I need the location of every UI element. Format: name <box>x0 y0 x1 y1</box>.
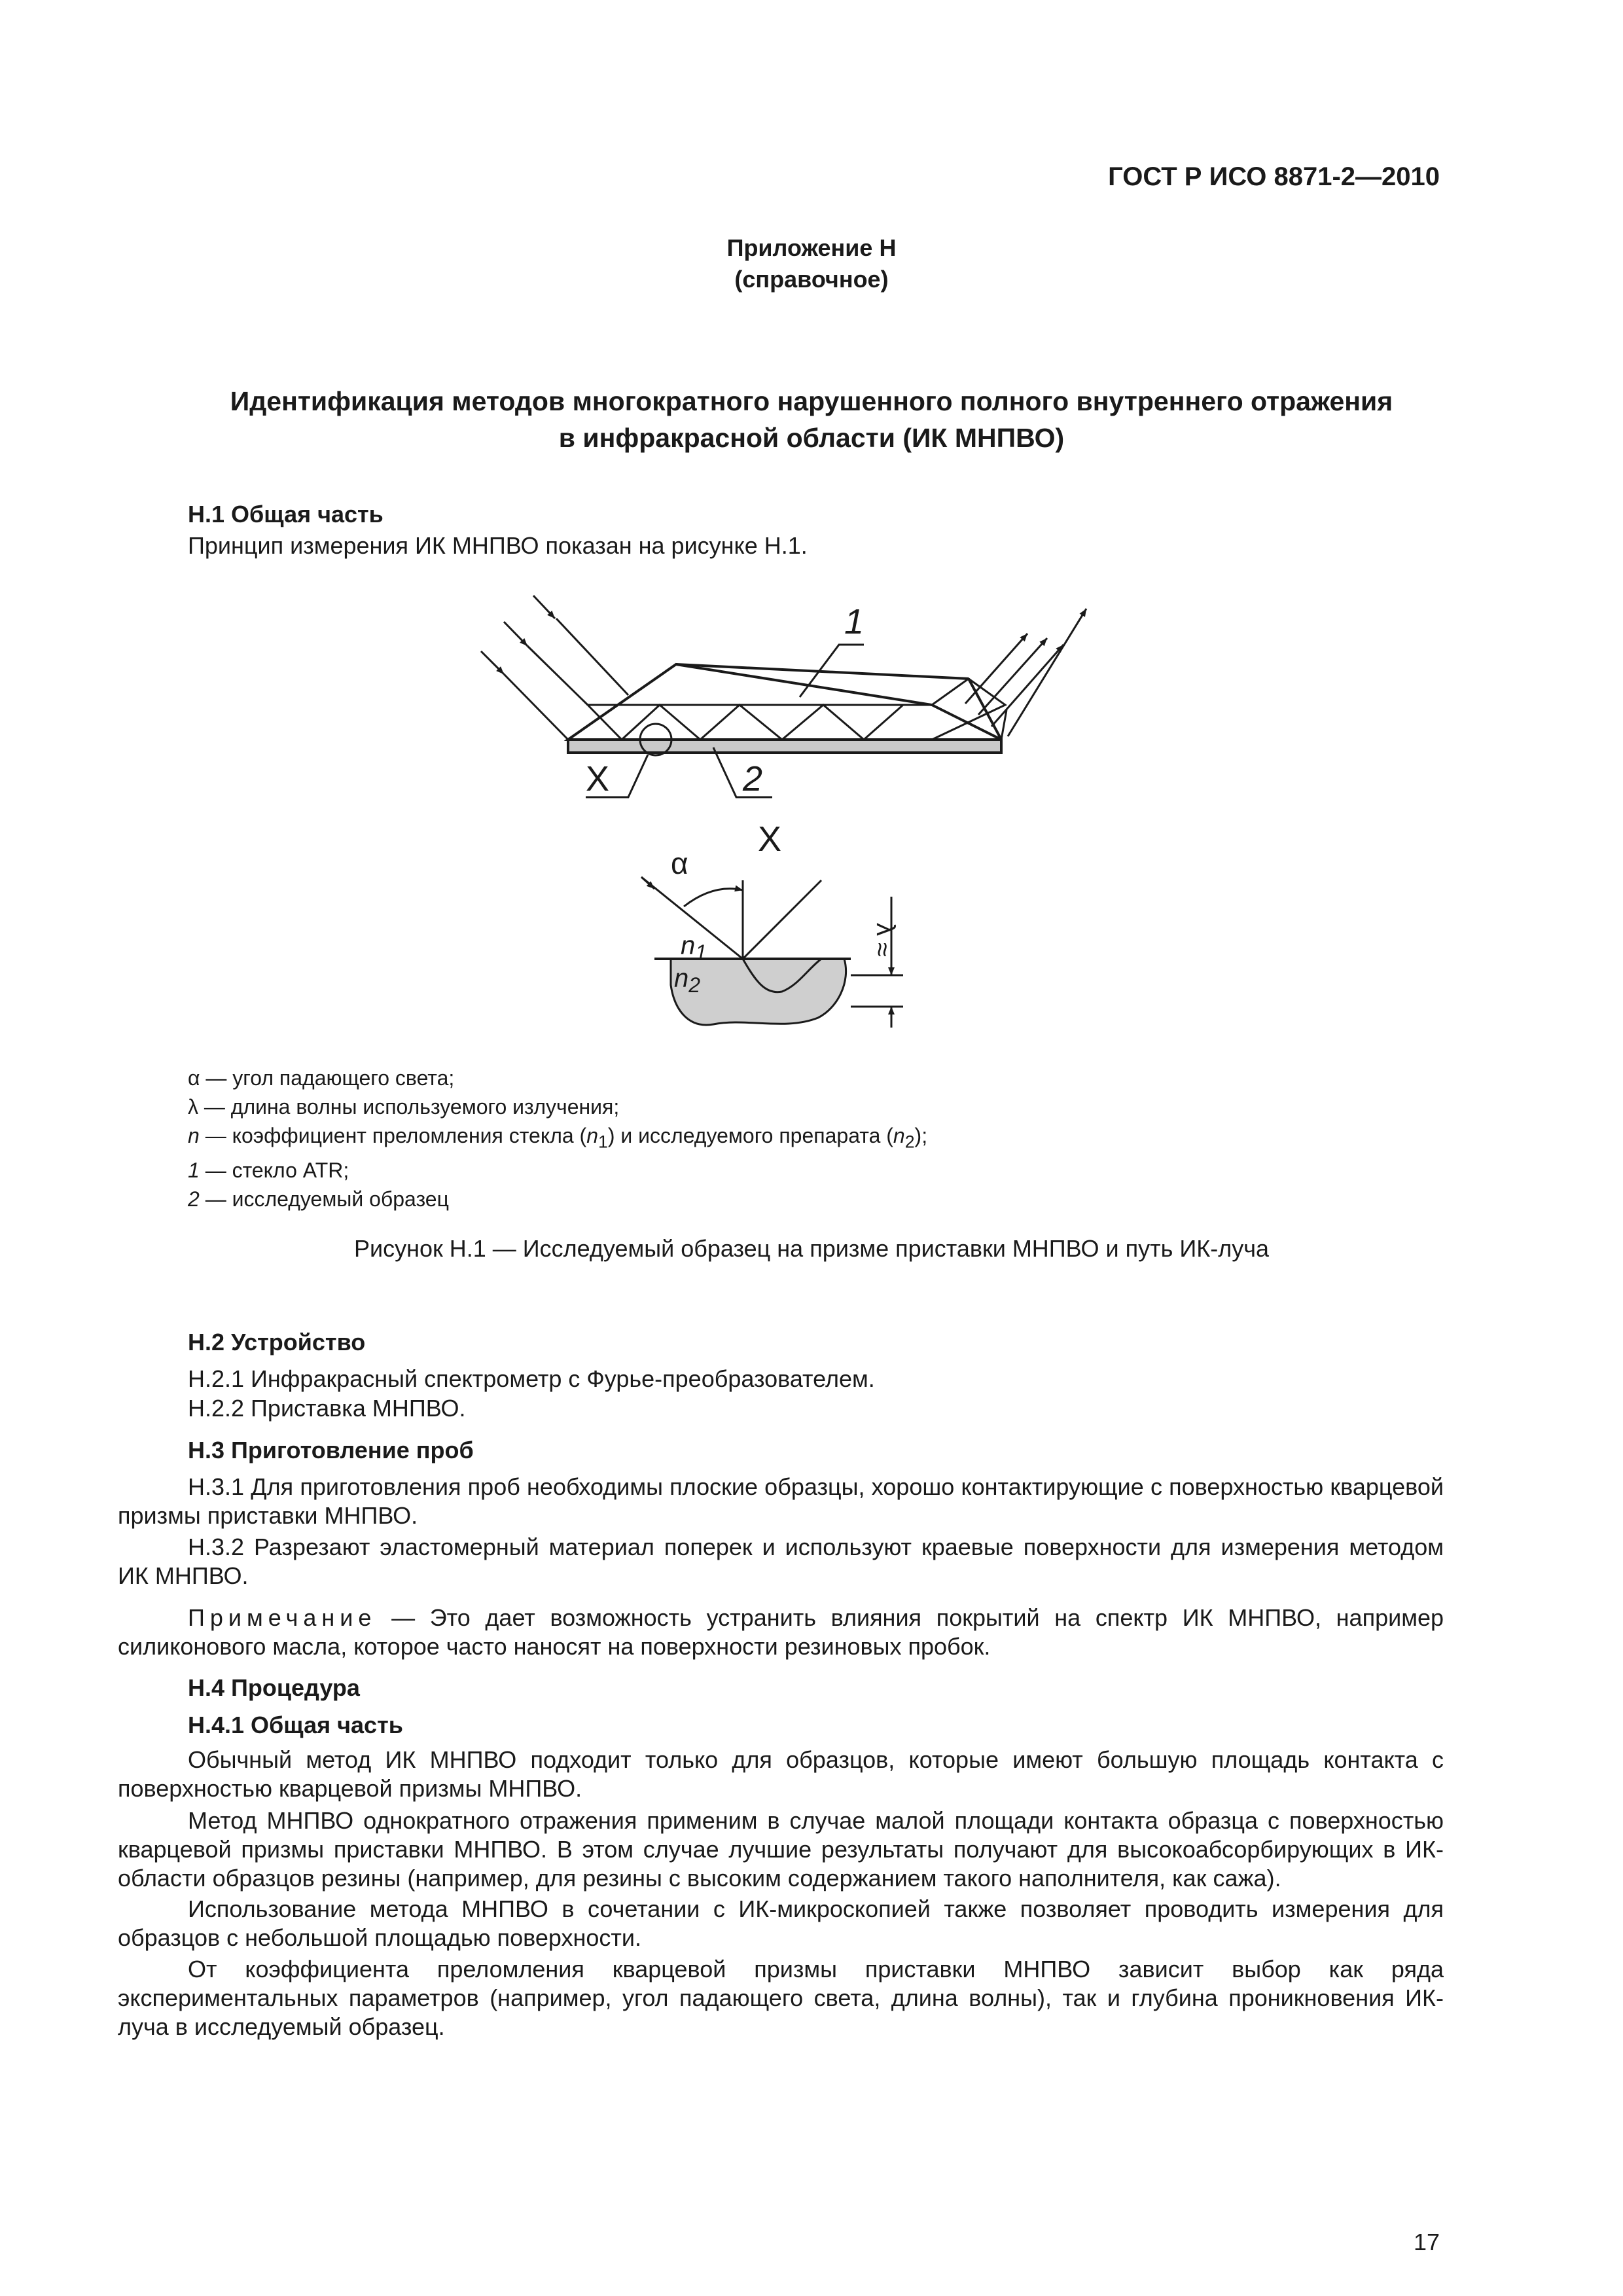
page-number: 17 <box>1413 2229 1440 2255</box>
section-h2-p1: Н.2.1 Инфракрасный спектрометр с Фурье-преобразователем. <box>188 1365 875 1392</box>
document-code: ГОСТ Р ИСО 8871-2—2010 <box>1108 162 1440 191</box>
section-h3-heading: Н.3 Приготовление проб <box>188 1437 474 1463</box>
section-h4-1-heading: Н.4.1 Общая часть <box>188 1712 403 1738</box>
section-h4-p1: Обычный метод ИК МНПВО подходит только для образцов, которые имеют большую площадь контакта с поверхностью кварцевой призмы МНПВО. <box>118 1746 1444 1802</box>
figure-legend <box>188 1064 927 1213</box>
section-h4-p4: От коэффициента преломления кварцевой призмы приставки МНПВО зависит выбор как ряда экспериментальных параметров (например, угол падающего света, длина волны), так и глубина проникновения ИК-луча в исследуемый образец. <box>118 1956 1444 2040</box>
detail-approx: ≈ <box>868 942 897 957</box>
figure-label-1: 1 <box>844 602 865 641</box>
figure-label-x: X <box>586 759 610 798</box>
section-h4-p3: Использование метода МНПВО в сочетании с ИК-микроскопией также позволяет проводить измерения для образцов с небольшой площадью поверхности. <box>118 1895 1444 1951</box>
section-h4-heading: Н.4 Процедура <box>188 1674 360 1701</box>
section-h4-p2: Метод МНПВО однократного отражения применим в случае малой площади контакта образца с поверхностью кварцевой призмы приставки МНПВО. В этом случае лучшие результаты получают для высокоабсорбирующих в ИК-области образцов резины (например, для резины с высоким содержанием такого наполнителя, как сажа). <box>118 1807 1444 1892</box>
exit-rays <box>965 609 1086 736</box>
detail-n1: $n_1$ <box>681 931 707 964</box>
detail-lambda: λ <box>871 923 900 936</box>
sample-plate <box>568 740 1001 753</box>
title-line-1: Идентификация методов многократного нарушенного полного внутреннего отражения <box>230 386 1393 416</box>
legend-two: 2 — исследуемый образец <box>188 1187 449 1211</box>
section-h3-p1: Н.3.1 Для приготовления проб необходимы плоские образцы, хорошо контактирующие с поверхностью кварцевой призмы приставки МНПВО. <box>118 1473 1444 1529</box>
section-h1-heading: Н.1 Общая часть <box>188 501 383 528</box>
legend-alpha: α — угол падающего света; <box>188 1066 455 1090</box>
note-label: Примечание <box>188 1604 377 1631</box>
section-h1-text: Принцип измерения ИК МНПВО показан на рисунке Н.1. <box>188 532 808 559</box>
legend-lambda: λ — длина волны используемого излучения; <box>188 1095 620 1119</box>
appendix-label: Приложение Н <box>726 234 897 261</box>
figure-caption: Рисунок Н.1 — Исследуемый образец на призме приставки МНПВО и путь ИК-луча <box>354 1235 1269 1262</box>
detail-alpha: α <box>671 846 688 880</box>
legend-one: 1 — стекло ATR; <box>188 1158 349 1183</box>
figure-atr-diagram <box>0 0 1623 1113</box>
detail-n2: $n_2$ <box>674 964 701 997</box>
section-h3-p2: Н.3.2 Разрезают эластомерный материал поперек и используют краевые поверхности для измерения методом ИК МНПВО. <box>118 1534 1444 1589</box>
title-line-2: в инфракрасной области (ИК МНПВО) <box>558 423 1065 453</box>
section-h2-heading: Н.2 Устройство <box>188 1329 366 1355</box>
detail-title: X <box>758 819 782 859</box>
section-h2-p2: Н.2.2 Приставка МНПВО. <box>188 1395 466 1422</box>
section-h3-note: Примечание — Это дает возможность устранить влияния покрытий на спектр ИК МНПВО, например силиконового масла, которое часто наносят на поверхности резиновых пробок. <box>118 1604 1444 1660</box>
legend-n: n — коэффициент преломления стекла $(n_1)$ и исследуемого препарата $(n_2)$; <box>188 1124 928 1152</box>
figure-label-2: 2 <box>743 759 763 798</box>
appendix-type: (справочное) <box>734 266 889 293</box>
